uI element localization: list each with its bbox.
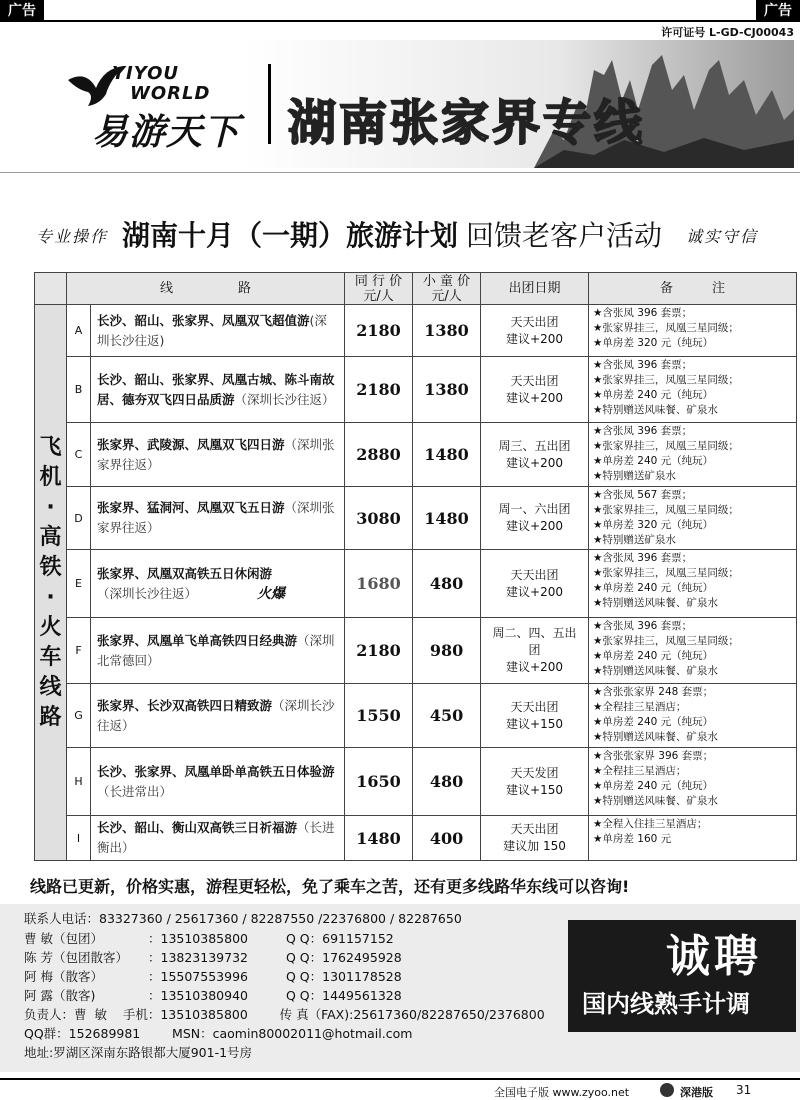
banner-rule	[0, 172, 800, 173]
page-number: 31	[736, 1083, 752, 1097]
logo	[66, 60, 256, 160]
peer-price: 2180	[345, 305, 413, 357]
departure-date: 天天出团 建议加 150	[481, 816, 589, 861]
headline-left: 专业操作	[36, 227, 109, 246]
route-letter: D	[67, 487, 91, 550]
route-name: 长沙、韶山、衡山双高铁三日祈福游（长进衡出）	[91, 816, 345, 861]
child-price: 1480	[413, 423, 481, 487]
table-row	[35, 684, 797, 748]
remarks: ★含张凤 396 套票； ★张家界挂三，凤凰三星同级； ★单房差 240 元（纯玩） ★特别赠送风味餐、矿泉水	[589, 550, 797, 618]
headline-sub: 回馈老客户活动	[466, 219, 663, 252]
route-letter: H	[67, 748, 91, 816]
banner-title: 湖南张家界专线	[288, 95, 646, 151]
license-number: 许可证号 L-GD-CJ00043	[661, 26, 794, 39]
remarks: ★含张张家界 396 套票； ★全程挂三星酒店； ★单房差 240 元（纯玩） ★特别赠送风味餐、矿泉水	[589, 748, 797, 816]
table-row	[35, 487, 797, 550]
route-name: 张家界、猛洞河、凤凰双飞五日游（深圳张家界往返）	[91, 487, 345, 550]
route-name: 张家界、长沙双高铁四日精致游（深圳长沙往返）	[91, 684, 345, 748]
child-price: 400	[413, 816, 481, 861]
peer-price: 3080	[345, 487, 413, 550]
footer	[0, 1078, 800, 1100]
table-row	[35, 618, 797, 684]
remarks: ★全程入住挂三星酒店； ★单房差 160 元	[589, 816, 797, 861]
recruit-title: 诚聘	[666, 931, 762, 982]
remarks: ★含张凤 396 套票； ★张家界挂三，凤凰三星同级； ★单房差 240 元（纯玩） ★特别赠送矿泉水	[589, 423, 797, 487]
logo-english: YIYOU WORLD	[112, 63, 211, 104]
peer-price: 2180	[345, 357, 413, 423]
contact-person: 阿 露（散客) ：13510380940 Q Q：1449561328	[24, 988, 402, 1003]
logo-chinese: 易游天下	[92, 112, 241, 153]
header-blank	[35, 273, 67, 305]
contact-address: 地址:罗湖区深南东路银都大厦901-1号房	[24, 1045, 253, 1060]
slogan: 线路已更新，价格实惠，游程更轻松，免了乘车之苦，还有更多线路华东线可以咨询!	[30, 877, 630, 896]
route-name: 长沙、韶山、张家界、凤凰古城、陈斗南故居、德夯双飞四日品质游（深圳长沙往返）	[91, 357, 345, 423]
table-row	[35, 550, 797, 618]
top-rule	[0, 20, 800, 22]
departure-date: 周一、六出团 建议+200	[481, 487, 589, 550]
peer-price: 2180	[345, 618, 413, 684]
recruit-box	[568, 920, 796, 1032]
table-row	[35, 305, 797, 357]
route-letter: B	[67, 357, 91, 423]
remarks: ★含张张家界 248 套票； ★全程挂三星酒店； ★单房差 240 元（纯玩） ★特别赠送风味餐、矿泉水	[589, 684, 797, 748]
ad-label-left: 广告	[0, 0, 44, 20]
contact-person: 曹 敏（包团） ：13510385800 Q Q：691157152	[24, 931, 394, 946]
child-price: 1380	[413, 305, 481, 357]
table-row	[35, 423, 797, 487]
recruit-position: 国内线熟手计调	[582, 990, 750, 1018]
remarks: ★含张凤 567 套票； ★张家界挂三，凤凰三星同级； ★单房差 320 元（纯玩） ★特别赠送矿泉水	[589, 487, 797, 550]
remarks: ★含张凤 396 套票； ★张家界挂三，凤凰三星同级； ★单房差 240 元（纯玩） ★特别赠送风味餐、矿泉水	[589, 357, 797, 423]
header-route: 线 路	[67, 273, 345, 305]
remarks: ★含张凤 396 套票； ★张家界挂三，凤凰三星同级； ★单房差 240 元（纯玩） ★特别赠送风味餐、矿泉水	[589, 618, 797, 684]
departure-date: 天天出团 建议+200	[481, 357, 589, 423]
footer-site: 全国电子版 www.zyoo.net	[494, 1086, 630, 1099]
child-price: 480	[413, 550, 481, 618]
edition-badge-icon	[660, 1083, 674, 1097]
ad-label-right: 广告	[756, 0, 800, 20]
table-row	[35, 816, 797, 861]
departure-date: 周三、五出团 建议+200	[481, 423, 589, 487]
route-name: 张家界、武陵源、凤凰双飞四日游（深圳张家界往返）	[91, 423, 345, 487]
contact-person: 陈 芳（包团散客） ：13823139732 Q Q：1762495928	[24, 950, 402, 965]
contact-person: 阿 梅（散客） ：15507553996 Q Q：1301178528	[24, 969, 402, 984]
contact-phones: 联系人电话：83327360 / 25617360 / 82287550 /22376800 / 82287650	[24, 911, 462, 926]
child-price: 450	[413, 684, 481, 748]
peer-price: 1650	[345, 748, 413, 816]
banner-divider	[268, 64, 271, 144]
route-letter: I	[67, 816, 91, 861]
footer-edition: 深港版	[680, 1086, 713, 1099]
route-category: 飞 机 · 高 铁 · 火 车 线 路	[35, 305, 67, 861]
departure-date: 天天出团 建议+200	[481, 550, 589, 618]
child-price: 480	[413, 748, 481, 816]
table-row	[35, 748, 797, 816]
departure-date: 周二、四、五出 团 建议+200	[481, 618, 589, 684]
route-name: 张家界、凤凰双高铁五日休闲游 （深圳长沙往返） 火爆	[91, 550, 345, 618]
route-name: 长沙、韶山、张家界、凤凰双飞超值游(深圳长沙往返)	[91, 305, 345, 357]
route-letter: G	[67, 684, 91, 748]
banner	[6, 40, 794, 168]
departure-date: 天天出团 建议+200	[481, 305, 589, 357]
route-letter: F	[67, 618, 91, 684]
departure-date: 天天发团 建议+150	[481, 748, 589, 816]
route-table	[34, 272, 797, 861]
route-name: 长沙、张家界、凤凰单卧单高铁五日体验游（长进常出）	[91, 748, 345, 816]
route-name: 张家界、凤凰单飞单高铁四日经典游（深圳北常德回）	[91, 618, 345, 684]
route-letter: E	[67, 550, 91, 618]
route-letter: A	[67, 305, 91, 357]
header-date: 出团日期	[481, 273, 589, 305]
table-row	[35, 357, 797, 423]
headline-right: 诚实守信	[686, 227, 759, 246]
header-remark: 备 注	[589, 273, 797, 305]
header-child-price: 小 童 价 元/人	[413, 273, 481, 305]
remarks: ★含张凤 396 套票； ★张家界挂三，凤凰三星同级； ★单房差 320 元（纯玩）	[589, 305, 797, 357]
departure-date: 天天出团 建议+150	[481, 684, 589, 748]
child-price: 1480	[413, 487, 481, 550]
peer-price: 2880	[345, 423, 413, 487]
contact-qq-group: QQ群：152689981 MSN：caomin80002011@hotmail.com	[24, 1026, 413, 1041]
headline	[0, 210, 800, 254]
header-peer-price: 同 行 价 元/人	[345, 273, 413, 305]
child-price: 1380	[413, 357, 481, 423]
hot-tag: 火爆	[257, 585, 286, 602]
route-letter: C	[67, 423, 91, 487]
contact-manager: 负责人：曹 敏 手机：13510385800 传 真（FAX):25617360/82287650/2376800	[24, 1007, 545, 1022]
peer-price: 1550	[345, 684, 413, 748]
child-price: 980	[413, 618, 481, 684]
peer-price: 1680	[345, 550, 413, 618]
headline-main: 湖南十月（一期）旅游计划	[122, 219, 459, 252]
peer-price: 1480	[345, 816, 413, 861]
